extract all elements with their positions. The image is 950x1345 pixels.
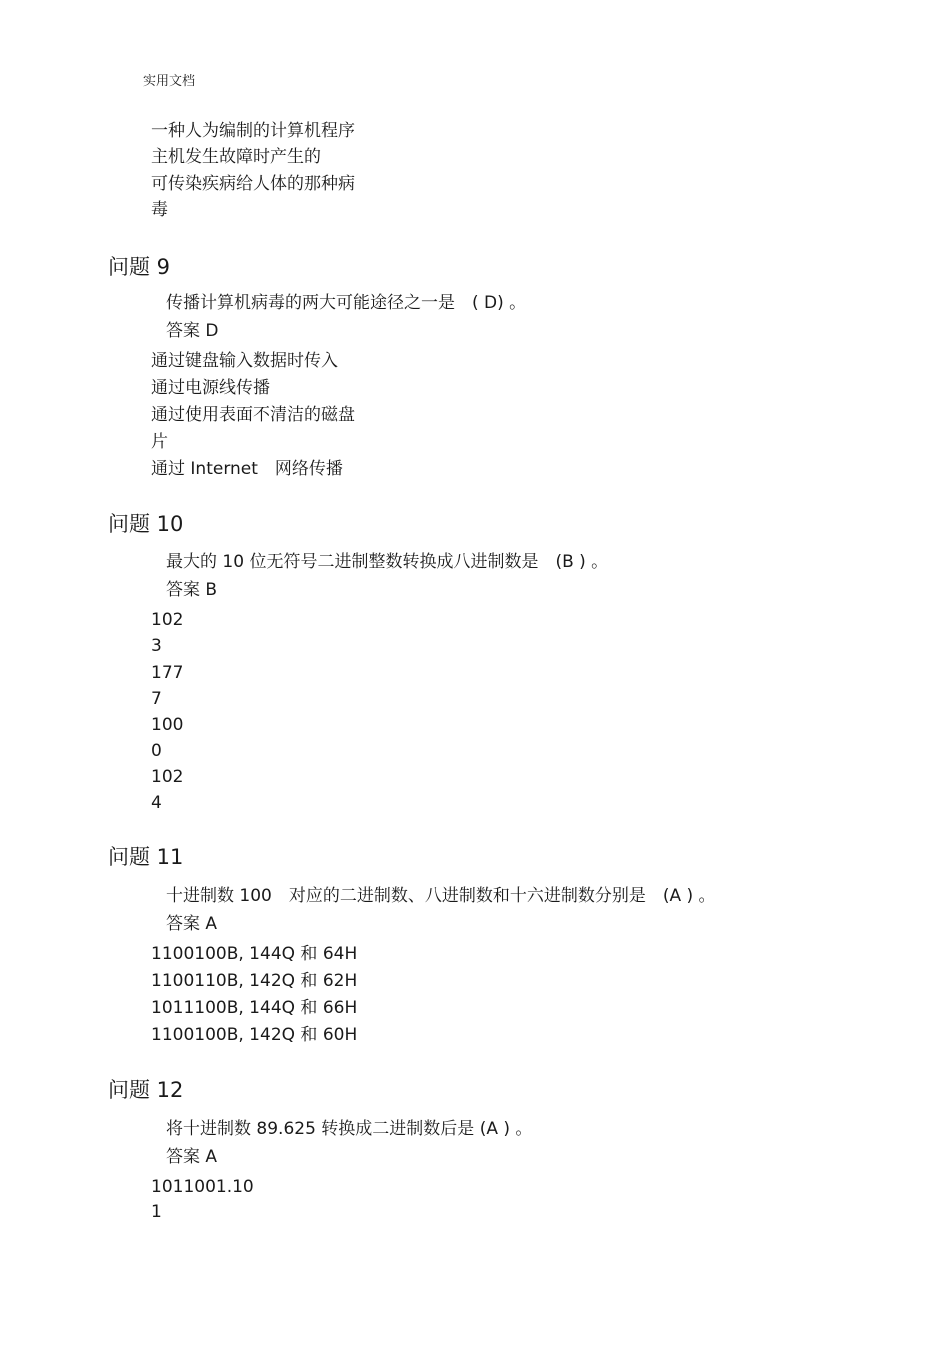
question-stem: 十进制数 100 对应的二进制数、八进制数和十六进制数分别是 (A ) 。	[166, 886, 716, 906]
option-line: 0	[151, 741, 162, 761]
answer-label: 答案 D	[166, 321, 219, 341]
option-line: 主机发生故障时产生的	[151, 147, 321, 167]
option-line: 1011100B, 144Q 和 66H	[151, 998, 358, 1018]
answer-label: 答案 B	[166, 580, 218, 600]
option-line: 100	[151, 715, 184, 735]
option-line: 通过 Internet 网络传播	[151, 459, 343, 479]
option-line: 1100100B, 142Q 和 60H	[151, 1025, 358, 1045]
option-line: 102	[151, 610, 184, 630]
question-title: 问题 9	[108, 255, 171, 279]
answer-label: 答案 A	[166, 1147, 218, 1167]
option-line: 毒	[151, 200, 168, 220]
question-title: 问题 10	[108, 512, 184, 536]
option-line: 4	[151, 793, 162, 813]
option-line: 177	[151, 663, 184, 683]
option-line: 1011001.10	[151, 1177, 254, 1197]
page-header: 实用文档	[143, 74, 196, 89]
question-stem: 传播计算机病毒的两大可能途径之一是 ( D) 。	[166, 293, 527, 313]
question-title: 问题 12	[108, 1078, 184, 1102]
option-line: 一种人为编制的计算机程序	[151, 121, 355, 141]
option-line: 3	[151, 636, 162, 656]
option-line: 7	[151, 689, 162, 709]
option-line: 102	[151, 767, 184, 787]
question-stem: 将十进制数 89.625 转换成二进制数后是 (A ) 。	[166, 1119, 533, 1139]
answer-label: 答案 A	[166, 914, 218, 934]
option-line: 通过使用表面不清洁的磁盘	[151, 405, 355, 425]
option-line: 1100100B, 144Q 和 64H	[151, 944, 358, 964]
option-line: 可传染疾病给人体的那种病	[151, 174, 355, 194]
question-stem: 最大的 10 位无符号二进制整数转换成八进制数是 (B ) 。	[166, 552, 609, 572]
option-line: 通过电源线传播	[151, 378, 270, 398]
question-title: 问题 11	[108, 845, 184, 869]
option-line: 1	[151, 1202, 162, 1222]
option-line: 通过键盘输入数据时传入	[151, 351, 338, 371]
option-line: 片	[151, 432, 168, 452]
option-line: 1100110B, 142Q 和 62H	[151, 971, 358, 991]
